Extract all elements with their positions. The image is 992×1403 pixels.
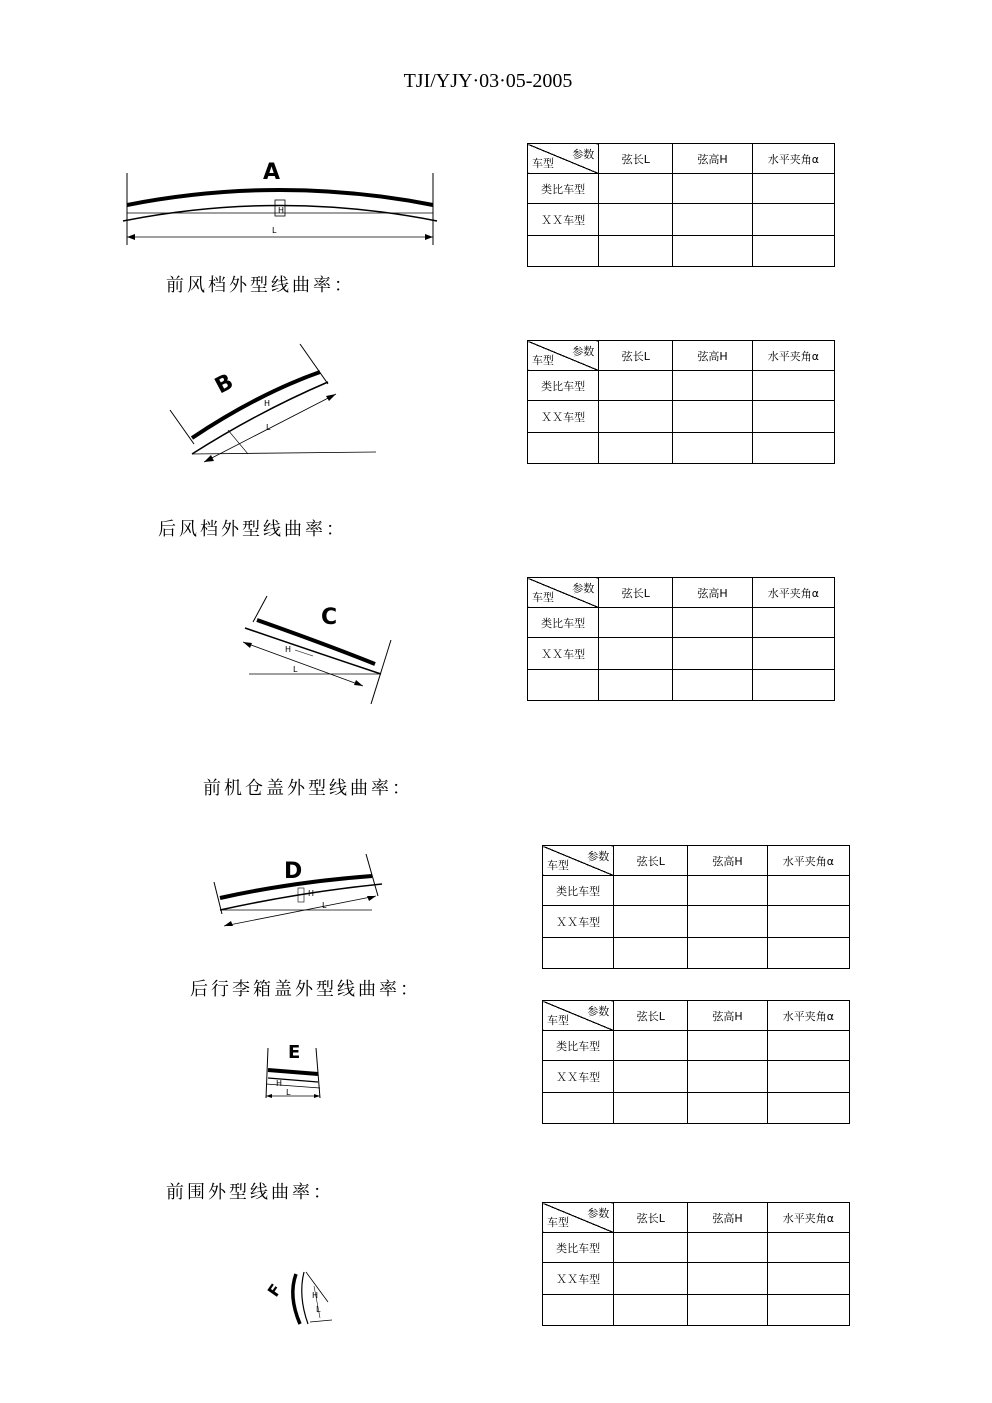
table-cell[interactable] [528, 670, 599, 701]
table-cell[interactable] [614, 1093, 688, 1124]
col-chord-height: 弦高H [673, 578, 752, 608]
dim-h-f: H [312, 1291, 319, 1300]
table-corner-cell: 参数 车型 [528, 144, 599, 174]
row-analog-model: 类比车型 [528, 608, 599, 638]
dim-l-d: L [322, 901, 327, 910]
col-chord-height: 弦高H [673, 341, 752, 371]
table-cell[interactable] [688, 938, 767, 969]
table-cell[interactable] [614, 1061, 688, 1093]
table-cell[interactable] [614, 906, 688, 938]
dim-l-b: L [266, 423, 271, 432]
caption-front-hood: 前机仓盖外型线曲率： [203, 778, 413, 799]
col-chord-length: 弦长L [599, 578, 673, 608]
col-horizontal-angle: 水平夹角α [752, 341, 834, 371]
table-corner-cell: 参数 车型 [543, 1001, 614, 1031]
table-cell[interactable] [767, 1031, 849, 1061]
table-corner-cell: 参数 车型 [528, 578, 599, 608]
table-cell[interactable] [752, 401, 834, 433]
figure-label-c: C [321, 605, 338, 630]
dim-l-c: L [293, 665, 298, 674]
table-cell[interactable] [688, 1233, 767, 1263]
table-cell[interactable] [752, 670, 834, 701]
table-cell[interactable] [599, 174, 673, 204]
table-cell[interactable] [599, 204, 673, 236]
table-cell[interactable] [752, 204, 834, 236]
col-chord-height: 弦高H [688, 846, 767, 876]
caption-front-panel: 前围外型线曲率： [166, 1182, 334, 1203]
figure-label-d: D [284, 859, 303, 884]
figure-label-a: A [263, 160, 281, 185]
table-cell[interactable] [767, 938, 849, 969]
col-chord-length: 弦长L [599, 144, 673, 174]
figure-label-b: B [211, 369, 238, 400]
table-cell[interactable] [752, 371, 834, 401]
dim-l-a: L [272, 226, 277, 235]
curvature-figure-c [235, 594, 395, 709]
table-cell[interactable] [688, 876, 767, 906]
table-cell[interactable] [752, 433, 834, 464]
table-cell[interactable] [688, 1061, 767, 1093]
parameter-table-f [542, 1202, 850, 1326]
document-code: TJI/YJY·03·05-2005 [403, 70, 573, 92]
table-cell[interactable] [752, 638, 834, 670]
row-analog-model: 类比车型 [528, 371, 599, 401]
table-cell[interactable] [614, 1233, 688, 1263]
row-xx-model: ＸＸ车型 [543, 1061, 614, 1093]
col-horizontal-angle: 水平夹角α [767, 1203, 849, 1233]
parameter-table-rear-windshield [527, 340, 835, 464]
table-cell[interactable] [599, 638, 673, 670]
table-cell[interactable] [688, 1263, 767, 1295]
row-analog-model: 类比车型 [543, 1031, 614, 1061]
table-cell[interactable] [767, 1295, 849, 1326]
col-horizontal-angle: 水平夹角α [767, 1001, 849, 1031]
table-cell[interactable] [673, 401, 752, 433]
table-cell[interactable] [767, 906, 849, 938]
table-corner-cell: 参数 车型 [543, 1203, 614, 1233]
table-corner-cell: 参数 车型 [528, 341, 599, 371]
table-cell[interactable] [614, 876, 688, 906]
row-analog-model: 类比车型 [543, 1233, 614, 1263]
table-cell[interactable] [673, 638, 752, 670]
table-cell[interactable] [599, 670, 673, 701]
table-cell[interactable] [673, 670, 752, 701]
dim-l-f: L [316, 1305, 321, 1314]
table-cell[interactable] [673, 433, 752, 464]
table-cell[interactable] [543, 1093, 614, 1124]
table-cell[interactable] [767, 1263, 849, 1295]
dim-l-e: L [286, 1088, 291, 1097]
table-cell[interactable] [599, 371, 673, 401]
dim-h-a: H [278, 206, 285, 215]
col-horizontal-angle: 水平夹角α [767, 846, 849, 876]
col-chord-length: 弦长L [614, 1203, 688, 1233]
row-xx-model: ＸＸ车型 [528, 401, 599, 433]
parameter-table-front-hood [527, 577, 835, 701]
table-cell[interactable] [614, 1031, 688, 1061]
col-chord-length: 弦长L [614, 846, 688, 876]
col-chord-height: 弦高H [688, 1203, 767, 1233]
table-cell[interactable] [673, 204, 752, 236]
caption-front-windshield: 前风档外型线曲率： [166, 275, 355, 296]
curvature-figure-f [262, 1268, 342, 1333]
table-cell[interactable] [543, 938, 614, 969]
row-analog-model: 类比车型 [543, 876, 614, 906]
col-chord-height: 弦高H [673, 144, 752, 174]
table-cell[interactable] [614, 938, 688, 969]
table-cell[interactable] [752, 236, 834, 267]
table-cell[interactable] [688, 906, 767, 938]
table-cell[interactable] [599, 401, 673, 433]
row-analog-model: 类比车型 [528, 174, 599, 204]
caption-trunk-lid: 后行李箱盖外型线曲率： [190, 979, 421, 1000]
col-horizontal-angle: 水平夹角α [752, 144, 834, 174]
table-cell[interactable] [528, 433, 599, 464]
parameter-table-trunk-lid [542, 845, 850, 969]
dim-h-e: H [276, 1079, 283, 1088]
table-cell[interactable] [599, 608, 673, 638]
row-xx-model: ＸＸ车型 [543, 906, 614, 938]
table-cell[interactable] [752, 174, 834, 204]
dim-h-b: H [264, 399, 271, 408]
table-cell[interactable] [767, 1061, 849, 1093]
table-cell[interactable] [673, 174, 752, 204]
figure-label-e: E [288, 1042, 301, 1063]
caption-rear-windshield: 后风档外型线曲率： [158, 519, 347, 540]
table-cell[interactable] [673, 236, 752, 267]
table-cell[interactable] [599, 236, 673, 267]
dim-h-c: H [285, 645, 292, 654]
curvature-figure-b [168, 342, 388, 472]
table-cell[interactable] [767, 1093, 849, 1124]
curvature-figure-d [212, 852, 392, 937]
col-chord-length: 弦长L [614, 1001, 688, 1031]
figure-label-f: F [263, 1280, 286, 1301]
table-cell[interactable] [543, 1295, 614, 1326]
table-cell[interactable] [673, 608, 752, 638]
row-xx-model: ＸＸ车型 [528, 638, 599, 670]
table-cell[interactable] [767, 876, 849, 906]
row-xx-model: ＸＸ车型 [543, 1263, 614, 1295]
curvature-figure-e [258, 1038, 328, 1103]
table-cell[interactable] [752, 608, 834, 638]
table-cell[interactable] [599, 433, 673, 464]
dim-h-d: H [308, 889, 315, 898]
table-cell[interactable] [614, 1263, 688, 1295]
col-horizontal-angle: 水平夹角α [752, 578, 834, 608]
table-cell[interactable] [688, 1031, 767, 1061]
table-corner-cell: 参数 车型 [543, 846, 614, 876]
table-cell[interactable] [673, 371, 752, 401]
table-cell[interactable] [528, 236, 599, 267]
col-chord-length: 弦长L [599, 341, 673, 371]
table-cell[interactable] [614, 1295, 688, 1326]
parameter-table-front-panel [542, 1000, 850, 1124]
table-cell[interactable] [767, 1233, 849, 1263]
table-cell[interactable] [688, 1295, 767, 1326]
parameter-table-front-windshield [527, 143, 835, 267]
row-xx-model: ＸＸ车型 [528, 204, 599, 236]
curvature-figure-a [115, 155, 445, 255]
col-chord-height: 弦高H [688, 1001, 767, 1031]
table-cell[interactable] [688, 1093, 767, 1124]
